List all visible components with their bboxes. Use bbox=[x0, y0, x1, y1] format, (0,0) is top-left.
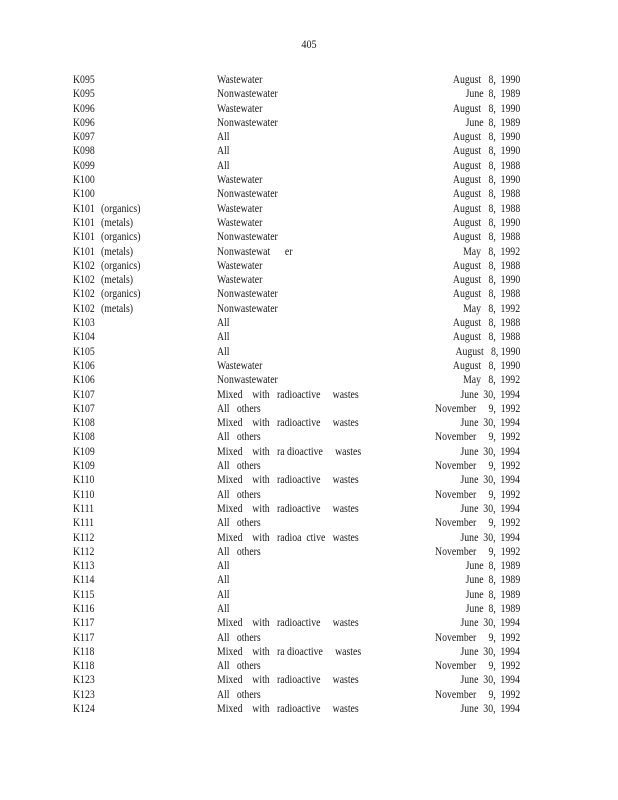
table-row bbox=[0, 273, 618, 287]
table-row bbox=[0, 588, 618, 602]
table-row bbox=[0, 359, 618, 373]
effective-date: August 8, 1988 bbox=[452, 259, 520, 272]
effective-date: June 30, 1994 bbox=[460, 474, 520, 487]
waste-category: All others bbox=[217, 460, 261, 473]
waste-code: K114 bbox=[73, 574, 95, 587]
waste-code: K113 bbox=[73, 560, 95, 573]
waste-code: K104 bbox=[73, 331, 95, 344]
waste-category: All others bbox=[217, 431, 261, 444]
waste-code: K108 bbox=[73, 417, 95, 430]
waste-category: Wastewater bbox=[217, 359, 263, 372]
waste-category: All bbox=[217, 331, 230, 344]
waste-category: All bbox=[217, 131, 230, 144]
effective-date: November 9, 1992 bbox=[434, 402, 520, 415]
table-row bbox=[0, 330, 618, 344]
effective-date: June 8, 1989 bbox=[465, 116, 520, 129]
waste-category: All others bbox=[217, 631, 261, 644]
effective-date: November 9, 1992 bbox=[434, 545, 520, 558]
waste-category: All bbox=[217, 345, 230, 358]
effective-date: June 30, 1994 bbox=[460, 531, 520, 544]
waste-code: K106 bbox=[73, 359, 95, 372]
effective-date: November 9, 1992 bbox=[434, 488, 520, 501]
table-row bbox=[0, 516, 618, 530]
waste-code: K102 bbox=[73, 259, 95, 272]
waste-code: K110 bbox=[73, 488, 95, 501]
waste-category: Wastewater bbox=[217, 74, 263, 86]
waste-category: Wastewater bbox=[217, 259, 263, 272]
waste-code: K123 bbox=[73, 688, 95, 701]
table-row bbox=[0, 531, 618, 545]
waste-code: K117 bbox=[73, 631, 95, 644]
waste-code: K107 bbox=[73, 388, 95, 401]
waste-code: K105 bbox=[73, 345, 95, 358]
waste-code: K109 bbox=[73, 460, 95, 473]
waste-code: K108 bbox=[73, 431, 95, 444]
waste-category: Mixed with radioactive wastes bbox=[217, 474, 359, 487]
waste-category: Nonwastewater bbox=[217, 231, 278, 244]
waste-code: K112 bbox=[73, 531, 95, 544]
waste-category: All others bbox=[217, 660, 261, 673]
waste-code: K096 bbox=[73, 102, 95, 115]
waste-category: All others bbox=[217, 402, 261, 415]
waste-code-table bbox=[0, 73, 618, 716]
effective-date: June 30, 1994 bbox=[460, 417, 520, 430]
effective-date: June 30, 1994 bbox=[460, 703, 520, 716]
table-row bbox=[0, 259, 618, 273]
table-row bbox=[0, 287, 618, 301]
waste-category: All bbox=[217, 145, 230, 158]
waste-category: Nonwastewat er bbox=[217, 245, 293, 258]
waste-code: K111 bbox=[73, 517, 94, 530]
waste-category: Nonwastewater bbox=[217, 116, 278, 129]
effective-date: June 8, 1989 bbox=[465, 560, 520, 573]
waste-category: Mixed with radioactive wastes bbox=[217, 703, 359, 716]
table-row bbox=[0, 559, 618, 573]
effective-date: August 8, 1988 bbox=[452, 188, 520, 201]
waste-code: K109 bbox=[73, 445, 95, 458]
table-row bbox=[0, 102, 618, 116]
waste-code: K100 bbox=[73, 188, 95, 201]
waste-category: Wastewater bbox=[217, 174, 263, 187]
waste-category: Mixed with radioa ctive wastes bbox=[217, 531, 359, 544]
waste-code: K124 bbox=[73, 703, 95, 716]
table-row bbox=[0, 345, 618, 359]
effective-date: November 9, 1992 bbox=[434, 631, 520, 644]
waste-code: K100 bbox=[73, 174, 95, 187]
table-row bbox=[0, 416, 618, 430]
table-row bbox=[0, 673, 618, 687]
effective-date: June 30, 1994 bbox=[460, 388, 520, 401]
table-row bbox=[0, 173, 618, 187]
waste-qualifier: (metals) bbox=[101, 274, 134, 287]
effective-date: June 30, 1994 bbox=[460, 674, 520, 687]
effective-date: November 9, 1992 bbox=[434, 517, 520, 530]
waste-category: All others bbox=[217, 517, 261, 530]
effective-date: November 9, 1992 bbox=[434, 431, 520, 444]
table-row bbox=[0, 230, 618, 244]
waste-qualifier: (organics) bbox=[101, 231, 141, 244]
waste-category: Nonwastewater bbox=[217, 188, 278, 201]
effective-date: August 8, 1990 bbox=[452, 131, 520, 144]
effective-date: May 8, 1992 bbox=[462, 245, 520, 258]
table-row bbox=[0, 216, 618, 230]
table-row bbox=[0, 459, 618, 473]
waste-code: K097 bbox=[73, 131, 95, 144]
waste-category: Mixed with radioactive wastes bbox=[217, 388, 359, 401]
table-row bbox=[0, 116, 618, 130]
table-row bbox=[0, 602, 618, 616]
waste-code: K118 bbox=[73, 660, 95, 673]
effective-date: May 8, 1992 bbox=[462, 374, 520, 387]
waste-code: K095 bbox=[73, 74, 95, 86]
waste-category: Mixed with radioactive wastes bbox=[217, 674, 359, 687]
table-row bbox=[0, 316, 618, 330]
page-number: 405 bbox=[301, 37, 317, 51]
table-row bbox=[0, 645, 618, 659]
table-row bbox=[0, 445, 618, 459]
waste-category: Wastewater bbox=[217, 202, 263, 215]
waste-qualifier: (metals) bbox=[101, 302, 134, 315]
waste-category: All others bbox=[217, 488, 261, 501]
effective-date: June 8, 1989 bbox=[465, 588, 520, 601]
waste-category: Wastewater bbox=[217, 216, 263, 229]
table-row bbox=[0, 488, 618, 502]
table-row bbox=[0, 388, 618, 402]
table-row bbox=[0, 245, 618, 259]
waste-category: All bbox=[217, 602, 230, 615]
waste-category: All bbox=[217, 159, 230, 172]
waste-qualifier: (organics) bbox=[101, 259, 141, 272]
waste-code: K096 bbox=[73, 116, 95, 129]
table-row bbox=[0, 373, 618, 387]
table-row bbox=[0, 159, 618, 173]
waste-category: Nonwastewater bbox=[217, 288, 278, 301]
table-row bbox=[0, 702, 618, 716]
waste-code: K101 bbox=[73, 202, 95, 215]
waste-category: All others bbox=[217, 688, 261, 701]
waste-category: Wastewater bbox=[217, 274, 263, 287]
effective-date: August 8, 1990 bbox=[455, 345, 520, 358]
effective-date: August 8, 1990 bbox=[452, 359, 520, 372]
effective-date: June 30, 1994 bbox=[460, 617, 520, 630]
waste-qualifier: (metals) bbox=[101, 245, 134, 258]
effective-date: June 8, 1989 bbox=[465, 574, 520, 587]
table-row bbox=[0, 616, 618, 630]
waste-category: All bbox=[217, 574, 230, 587]
waste-code: K099 bbox=[73, 159, 95, 172]
waste-code: K107 bbox=[73, 402, 95, 415]
effective-date: November 9, 1992 bbox=[434, 460, 520, 473]
waste-category: Nonwastewater bbox=[217, 88, 278, 101]
waste-category: Nonwastewater bbox=[217, 302, 278, 315]
effective-date: August 8, 1990 bbox=[452, 274, 520, 287]
waste-code: K101 bbox=[73, 231, 95, 244]
table-row bbox=[0, 73, 618, 87]
table-row bbox=[0, 573, 618, 587]
waste-category: Mixed with radioactive wastes bbox=[217, 502, 359, 515]
table-row bbox=[0, 473, 618, 487]
table-row bbox=[0, 130, 618, 144]
effective-date: June 30, 1994 bbox=[460, 502, 520, 515]
effective-date: August 8, 1990 bbox=[452, 74, 520, 86]
waste-code: K116 bbox=[73, 602, 95, 615]
table-row bbox=[0, 430, 618, 444]
waste-code: K098 bbox=[73, 145, 95, 158]
waste-category: All bbox=[217, 317, 230, 330]
effective-date: August 8, 1988 bbox=[452, 231, 520, 244]
waste-code: K112 bbox=[73, 545, 95, 558]
waste-code: K101 bbox=[73, 245, 95, 258]
table-row bbox=[0, 659, 618, 673]
waste-code: K115 bbox=[73, 588, 95, 601]
effective-date: May 8, 1992 bbox=[462, 302, 520, 315]
waste-category: Nonwastewater bbox=[217, 374, 278, 387]
table-row bbox=[0, 631, 618, 645]
table-row bbox=[0, 187, 618, 201]
table-row bbox=[0, 144, 618, 158]
effective-date: August 8, 1988 bbox=[452, 331, 520, 344]
effective-date: August 8, 1990 bbox=[452, 216, 520, 229]
effective-date: June 30, 1994 bbox=[460, 445, 520, 458]
waste-code: K103 bbox=[73, 317, 95, 330]
effective-date: August 8, 1988 bbox=[452, 159, 520, 172]
waste-category: All others bbox=[217, 545, 261, 558]
waste-qualifier: (organics) bbox=[101, 202, 141, 215]
effective-date: June 8, 1989 bbox=[465, 602, 520, 615]
waste-category: Mixed with radioactive wastes bbox=[217, 417, 359, 430]
waste-code: K117 bbox=[73, 617, 95, 630]
waste-code: K110 bbox=[73, 474, 95, 487]
waste-code: K111 bbox=[73, 502, 94, 515]
waste-qualifier: (metals) bbox=[101, 216, 134, 229]
effective-date: August 8, 1990 bbox=[452, 145, 520, 158]
effective-date: August 8, 1990 bbox=[452, 174, 520, 187]
waste-category: All bbox=[217, 560, 230, 573]
effective-date: August 8, 1988 bbox=[452, 317, 520, 330]
waste-category: All bbox=[217, 588, 230, 601]
table-row bbox=[0, 87, 618, 101]
waste-code: K102 bbox=[73, 288, 95, 301]
effective-date: November 9, 1992 bbox=[434, 688, 520, 701]
waste-category: Mixed with radioactive wastes bbox=[217, 617, 359, 630]
table-row bbox=[0, 502, 618, 516]
effective-date: June 8, 1989 bbox=[465, 88, 520, 101]
effective-date: November 9, 1992 bbox=[434, 660, 520, 673]
table-row bbox=[0, 545, 618, 559]
effective-date: August 8, 1990 bbox=[452, 102, 520, 115]
waste-category: Mixed with ra dioactive wastes bbox=[217, 445, 362, 458]
waste-code: K102 bbox=[73, 274, 95, 287]
waste-code: K102 bbox=[73, 302, 95, 315]
waste-code: K101 bbox=[73, 216, 95, 229]
waste-category: Wastewater bbox=[217, 102, 263, 115]
table-row bbox=[0, 202, 618, 216]
effective-date: June 30, 1994 bbox=[460, 645, 520, 658]
waste-code: K095 bbox=[73, 88, 95, 101]
waste-qualifier: (organics) bbox=[101, 288, 141, 301]
waste-code: K123 bbox=[73, 674, 95, 687]
waste-code: K106 bbox=[73, 374, 95, 387]
effective-date: August 8, 1988 bbox=[452, 288, 520, 301]
waste-code: K118 bbox=[73, 645, 95, 658]
table-row bbox=[0, 688, 618, 702]
table-row bbox=[0, 402, 618, 416]
waste-category: Mixed with ra dioactive wastes bbox=[217, 645, 362, 658]
table-row bbox=[0, 302, 618, 316]
effective-date: August 8, 1988 bbox=[452, 202, 520, 215]
